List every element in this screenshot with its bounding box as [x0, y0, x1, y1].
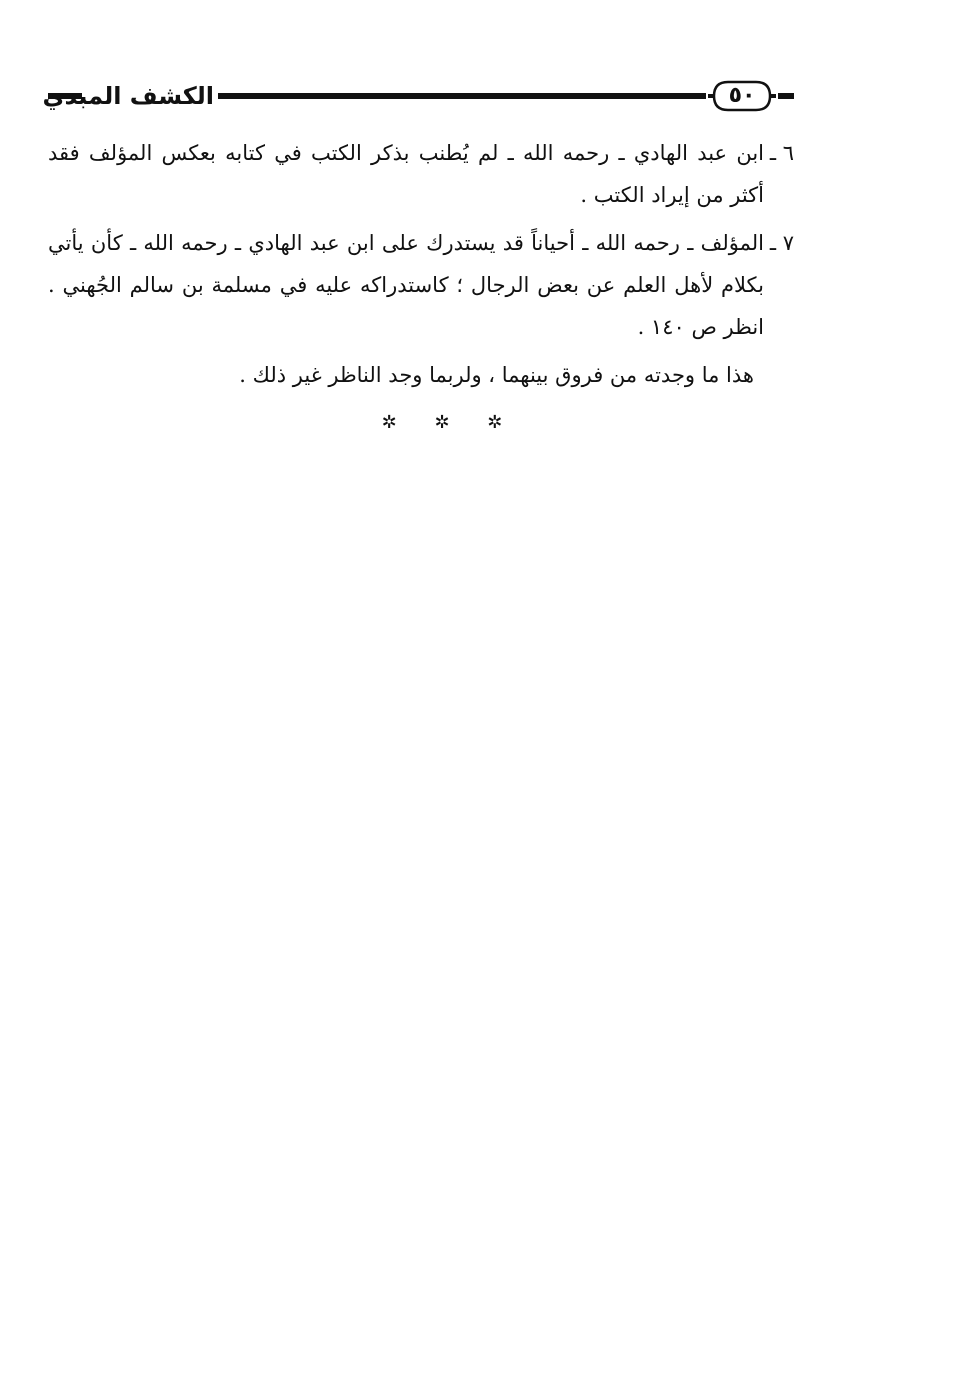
list-item — [48, 132, 794, 216]
body-text — [48, 132, 794, 444]
section-separator — [48, 402, 794, 444]
item-text: المؤلف ـ رحمه الله ـ أحياناً قد يستدرك على ابن عبد الهادي ـ رحمه الله ـ كأن يأتي بكلام لأهل العلم عن بعض الرجال ؛ كاستدراكه عليه في مسلمة بن سالم الجُهني . انظر ص ١٤٠ . — [48, 231, 764, 339]
star-icon: ✲ — [487, 412, 519, 433]
star-icon: ✲ — [381, 412, 413, 433]
header-rule-middle — [218, 93, 706, 99]
running-title: الكشف المبدي — [42, 82, 214, 110]
item-number: ٦ ـ — [769, 141, 794, 165]
item-number: ٧ ـ — [769, 231, 794, 255]
page-number: ٥٠ — [728, 83, 756, 108]
list-item — [48, 222, 794, 348]
star-icon: ✲ — [434, 412, 466, 433]
item-text: ابن عبد الهادي ـ رحمه الله ـ لم يُطنب بذكر الكتب في كتابه بعكس المؤلف فقد أكثر من إيراد الكتب . — [48, 141, 764, 207]
page-number-frame — [708, 78, 776, 114]
closing-paragraph: هذا ما وجدته من فروق بينهما ، ولربما وجد الناظر غير ذلك . — [239, 363, 754, 387]
running-header — [42, 76, 794, 116]
header-rule-right — [778, 93, 794, 99]
